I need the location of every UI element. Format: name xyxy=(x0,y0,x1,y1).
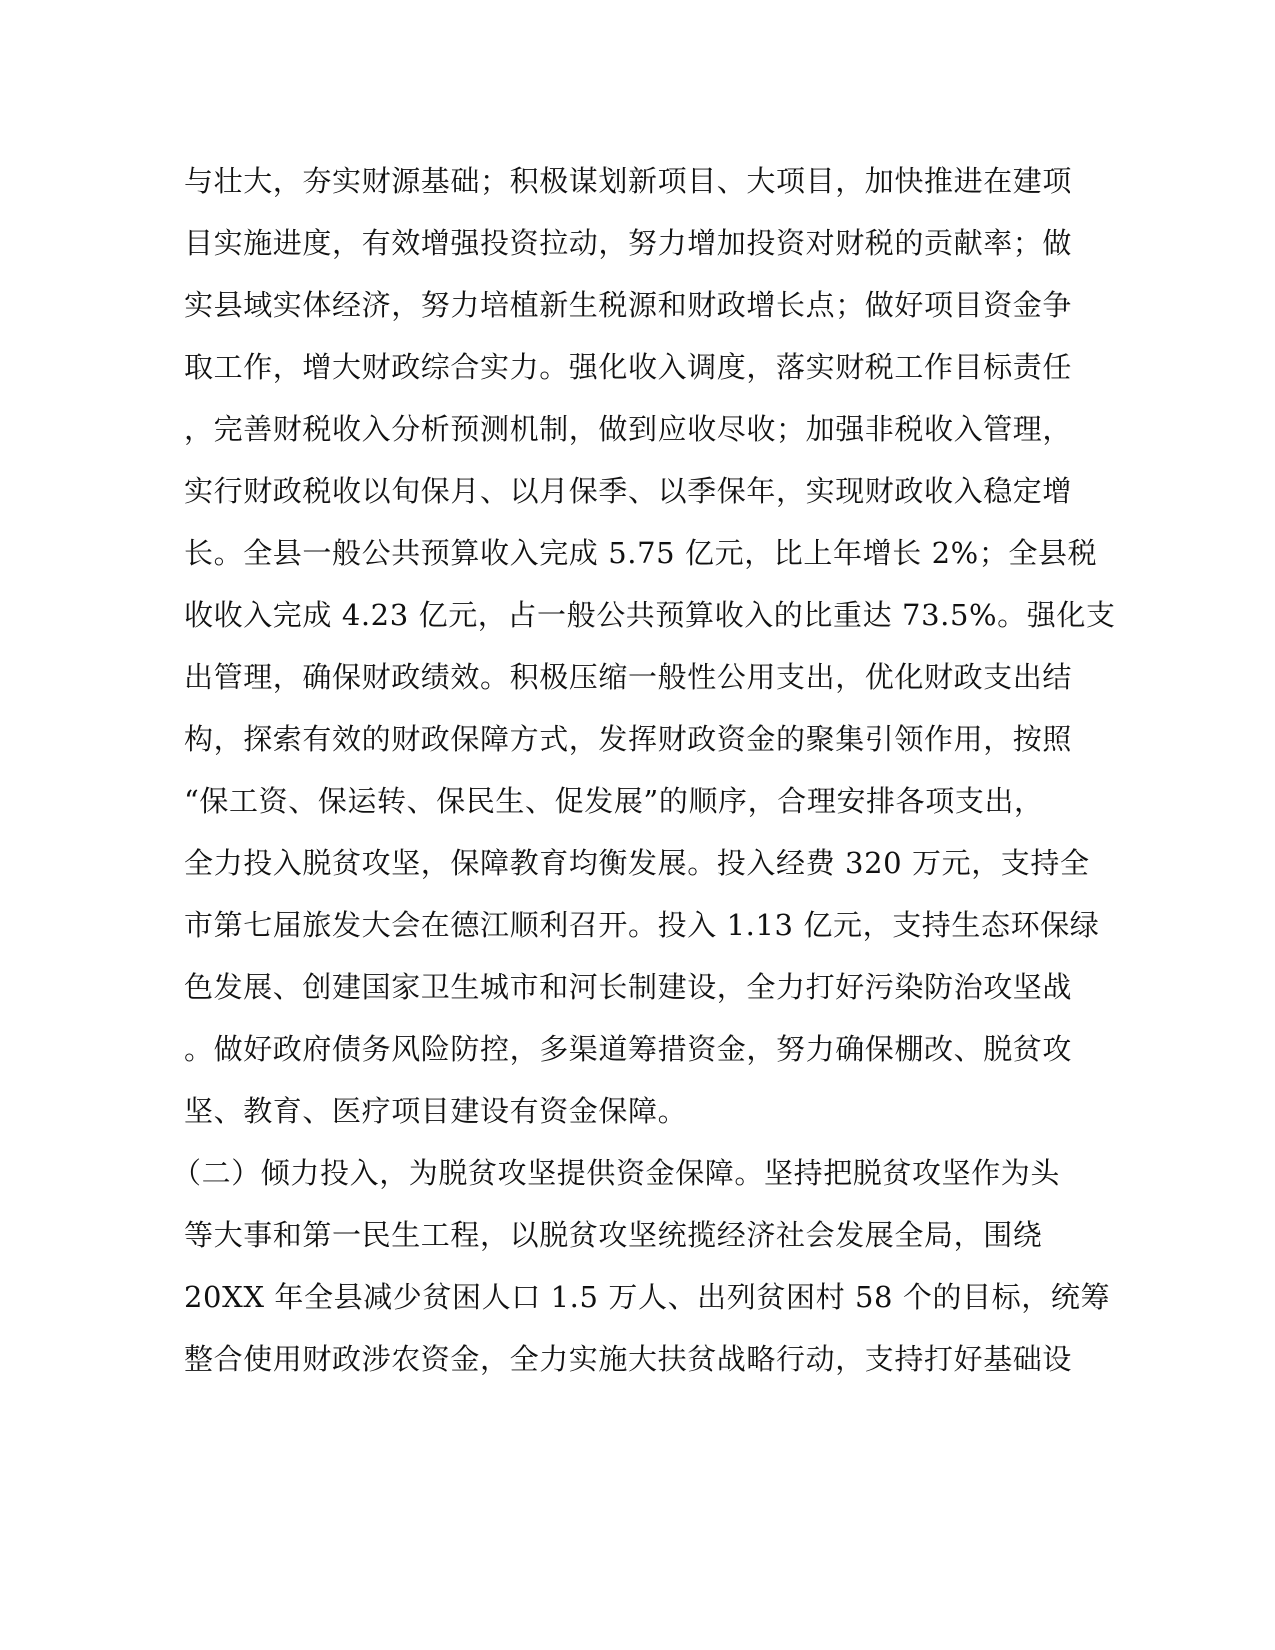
text-line: 实县域实体经济，努力培植新生税源和财政增长点；做好项目资金争 xyxy=(184,288,1073,322)
text-line: 收收入完成 4.23 亿元，占一般公共预算收入的比重达 73.5%。强化支 xyxy=(184,598,1116,632)
text-line: 整合使用财政涉农资金，全力实施大扶贫战略行动，支持打好基础设 xyxy=(184,1342,1073,1376)
text-line: 长。全县一般公共预算收入完成 5.75 亿元，比上年增长 2%；全县税 xyxy=(184,536,1098,570)
text-line: ，完善财税收入分析预测机制，做到应收尽收；加强非税收入管理， xyxy=(184,412,1073,446)
text-line: 市第七届旅发大会在德江顺利召开。投入 1.13 亿元，支持生态环保绿 xyxy=(184,908,1100,942)
body-text xyxy=(172,150,1116,1390)
text-line: 等大事和第一民生工程，以脱贫攻坚统揽经济社会发展全局，围绕 xyxy=(184,1218,1043,1252)
text-line: 构，探索有效的财政保障方式，发挥财政资金的聚集引领作用，按照 xyxy=(184,722,1073,756)
text-line: 与壮大，夯实财源基础；积极谋划新项目、大项目，加快推进在建项 xyxy=(184,164,1073,198)
text-line: 全力投入脱贫攻坚，保障教育均衡发展。投入经费 320 万元，支持全 xyxy=(184,846,1090,880)
text-line: 。做好政府债务风险防控，多渠道筹措资金，努力确保棚改、脱贫攻 xyxy=(184,1032,1073,1066)
text-line: 实行财政税收以旬保月、以月保季、以季保年，实现财政收入稳定增 xyxy=(184,474,1073,508)
text-line: 出管理，确保财政绩效。积极压缩一般性公用支出，优化财政支出结 xyxy=(184,660,1073,694)
text-line: 坚、教育、医疗项目建设有资金保障。 xyxy=(184,1094,688,1128)
text-line: “保工资、保运转、保民生、促发展”的顺序，合理安排各项支出， xyxy=(184,784,1044,818)
section-heading-line: （二）倾力投入，为脱贫攻坚提供资金保障。坚持把脱贫攻坚作为头 xyxy=(172,1156,1061,1190)
text-line: 取工作，增大财政综合实力。强化收入调度，落实财税工作目标责任 xyxy=(184,350,1073,384)
text-line: 目实施进度，有效增强投资拉动，努力增加投资对财税的贡献率；做 xyxy=(184,226,1073,260)
text-line: 色发展、创建国家卫生城市和河长制建设，全力打好污染防治攻坚战 xyxy=(184,970,1073,1004)
text-line: 20XX 年全县减少贫困人口 1.5 万人、出列贫困村 58 个的目标，统筹 xyxy=(184,1280,1111,1314)
